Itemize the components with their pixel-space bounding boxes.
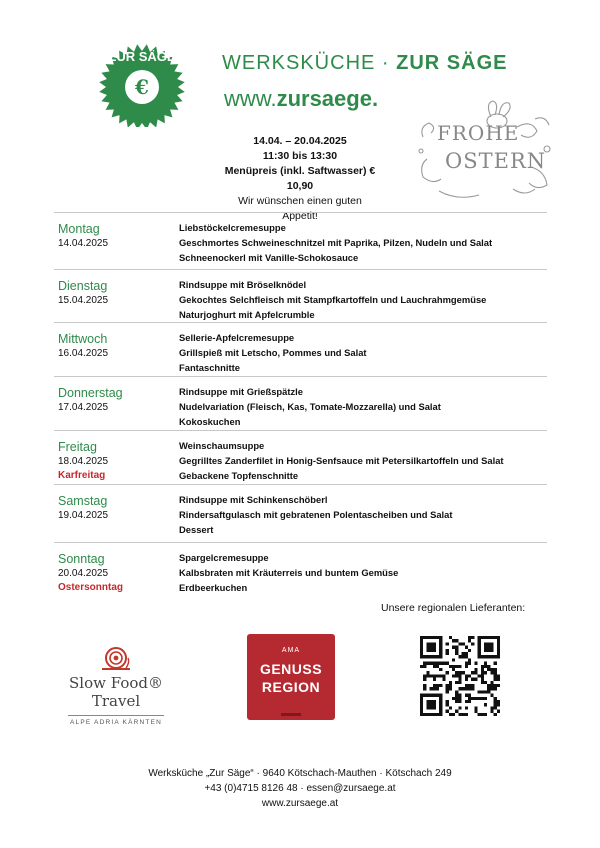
dish-list [179, 220, 492, 265]
footer-contact [100, 766, 500, 811]
snail-icon [96, 646, 136, 672]
ama-genuss-region-logo [247, 634, 335, 720]
svg-text:€: € [135, 75, 149, 99]
day-date: 18.04.2025 [58, 456, 109, 467]
dish-soup: Sellerie-Apfelcremesuppe [179, 332, 295, 343]
qr-code[interactable] [420, 636, 500, 716]
menu-row-sonntag [54, 542, 547, 599]
dish-dessert: Schneenockerl mit Vanille-Schokosauce [179, 252, 359, 263]
day-cell [58, 385, 158, 415]
holiday-label: Karfreitag [58, 470, 106, 481]
day-name: Dienstag [58, 279, 108, 293]
dish-list [179, 550, 398, 595]
dish-soup: Spargelcremesuppe [179, 552, 269, 563]
menu-row-montag [54, 212, 547, 269]
dish-dessert: Gebackene Topfenschnitte [179, 470, 299, 481]
dish-main: Rindersaftgulasch mit gebratenen Polentascheiben und Salat [179, 509, 453, 520]
day-name: Mittwoch [58, 332, 108, 346]
day-name: Freitag [58, 440, 97, 454]
menu-row-samstag [54, 484, 547, 542]
dish-main: Gegrilltes Zanderfilet in Honig-Senfsauce mit Petersilkartoffeln und Salat [179, 455, 504, 466]
footer-address: Werksküche „Zur Säge“ · 9640 Kötschach-Mauthen · Kötschach 249 [148, 768, 452, 779]
day-name: Montag [58, 222, 100, 236]
day-cell [58, 551, 158, 595]
dish-list [179, 438, 504, 483]
day-cell [58, 331, 158, 361]
weekly-menu-table [54, 212, 547, 599]
dish-soup: Liebstöckelcremesuppe [179, 222, 286, 233]
slowfood-region: ALPE ADRIA KÄRNTEN [69, 719, 163, 726]
slowfood-line-2: Travel [91, 692, 141, 710]
date-range: 14.04. – 20.04.2025 [253, 135, 347, 147]
day-name: Donnerstag [58, 386, 123, 400]
slowfood-divider [68, 715, 164, 716]
holiday-label: Ostersonntag [58, 582, 124, 593]
ama-genuss: GENUSS [259, 661, 323, 677]
week-info [220, 134, 380, 224]
frohe-ostern-decoration [413, 97, 558, 205]
opening-hours: 11:30 bis 13:30 [262, 150, 338, 162]
zur-saege-logo [97, 37, 187, 127]
footer-website[interactable]: www.zursaege.at [261, 798, 339, 809]
dish-list [179, 330, 367, 375]
dish-dessert: Erdbeerkuchen [179, 582, 248, 593]
slowfood-line-1: Slow Food® [69, 674, 163, 692]
day-date: 14.04.2025 [58, 238, 109, 249]
dish-main: Geschmortes Schweineschnitzel mit Paprika, Pilzen, Nudeln und Salat [179, 237, 493, 248]
easter-word-1: FROHE [437, 121, 520, 145]
dish-soup: Rindsuppe mit Grießspätzle [179, 386, 303, 397]
menu-row-freitag [54, 430, 547, 484]
dish-dessert: Fantaschnitte [179, 362, 240, 373]
dish-main: Gekochtes Selchfleisch mit Stampfkartoffeln und Lauchrahmgemüse [179, 294, 487, 305]
menu-row-mittwoch [54, 322, 547, 376]
dish-soup: Weinschaumsuppe [179, 440, 265, 451]
day-date: 20.04.2025 [58, 568, 109, 579]
ama-label: AMA [281, 647, 301, 654]
greeting: Wir wünschen einen guten Appetit! [238, 195, 362, 222]
day-cell [58, 221, 158, 251]
day-cell [58, 493, 158, 523]
day-date: 15.04.2025 [58, 295, 109, 306]
suppliers-label: Unsere regionalen Lieferanten: [381, 602, 526, 614]
dish-dessert: Dessert [179, 524, 214, 535]
brand-website: www.zursaege. [224, 86, 379, 111]
day-date: 17.04.2025 [58, 402, 109, 413]
svg-text:ZUR SÄGE: ZUR SÄGE [108, 49, 176, 64]
dish-dessert: Kokoskuchen [179, 416, 241, 427]
day-cell [58, 278, 158, 308]
dish-list [179, 277, 486, 322]
slow-food-travel-logo [66, 646, 166, 732]
dish-list [179, 384, 441, 429]
ama-region: REGION [261, 679, 321, 695]
dish-main: Grillspieß mit Letscho, Pommes und Salat [179, 347, 367, 358]
dish-dessert: Naturjoghurt mit Apfelcrumble [179, 309, 315, 320]
ama-base [281, 713, 301, 716]
menu-row-dienstag [54, 269, 547, 322]
brand-title: WERKSKÜCHE · ZUR SÄGE [222, 52, 508, 74]
easter-word-2: OSTERN [445, 149, 547, 173]
day-name: Samstag [58, 494, 108, 508]
dish-soup: Rindsuppe mit Bröselknödel [179, 279, 307, 290]
footer-phone-email: +43 (0)4715 8126 48 · essen@zursaege.at [204, 783, 396, 794]
dish-list [179, 492, 453, 537]
day-cell [58, 439, 158, 483]
dish-soup: Rindsuppe mit Schinkenschöberl [179, 494, 328, 505]
menu-price: Menüpreis (inkl. Saftwasser) € 10,90 [224, 165, 376, 192]
dish-main: Nudelvariation (Fleisch, Kas, Tomate-Mozzarella) und Salat [179, 401, 441, 412]
day-name: Sonntag [58, 552, 105, 566]
day-date: 16.04.2025 [58, 348, 109, 359]
menu-row-donnerstag [54, 376, 547, 430]
day-date: 19.04.2025 [58, 510, 109, 521]
dish-main: Kalbsbraten mit Kräuterreis und buntem Gemüse [179, 567, 399, 578]
